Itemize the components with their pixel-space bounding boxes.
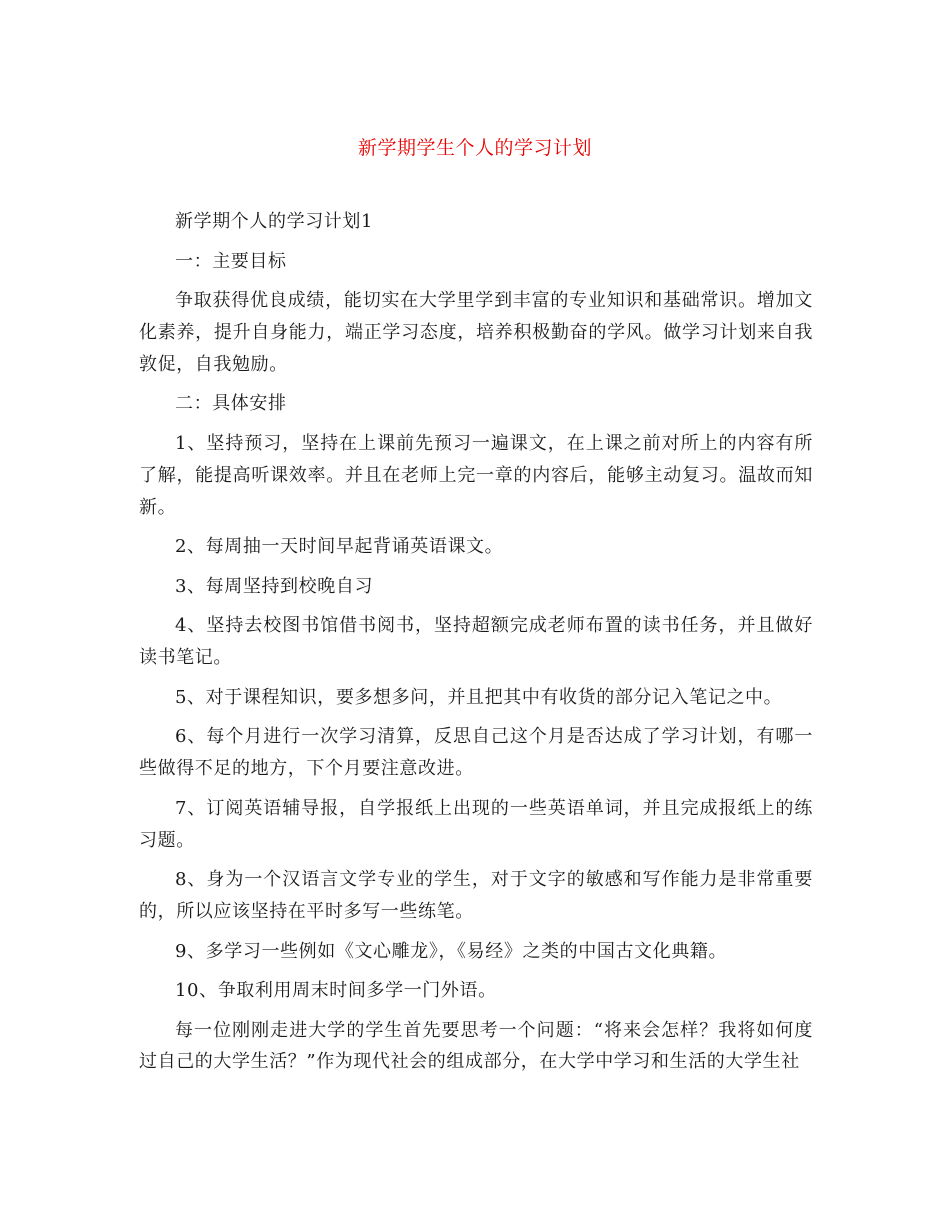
list-item-6: 6、每个月进行一次学习清算，反思自己这个月是否达成了学习计划，有哪一些做得不足的地方，下个月要注意改进。 — [139, 726, 813, 780]
list-item-3: 3、每周坚持到校晚自习 — [175, 575, 374, 597]
list-item-7: 7、订阅英语辅导报，自学报纸上出现的一些英语单词，并且完成报纸上的练习题。 — [139, 797, 813, 851]
list-item-8: 8、身为一个汉语言文学专业的学生，对于文字的敏感和写作能力是非常重要的，所以应该坚持在平时多写一些练笔。 — [139, 869, 813, 922]
list-item-4: 4、坚持去校图书馆借书阅书，坚持超额完成老师布置的读书任务，并且做好读书笔记。 — [139, 615, 813, 669]
paragraph-closing: 每一位刚刚走进大学的学生首先要思考一个问题：“将来会怎样？我将如何度过自己的大学生活？”作为现代社会的组成部分，在大学中学习和生活的大学生社 — [139, 1019, 813, 1073]
document-body — [139, 206, 813, 1086]
section-heading-arrangement: 二：具体安排 — [175, 393, 287, 415]
document-title: 新学期学生个人的学习计划 — [357, 137, 592, 159]
section-heading-plan-1: 新学期个人的学习计划1 — [175, 211, 374, 232]
list-item-1: 1、坚持预习，坚持在上课前先预习一遍课文，在上课之前对所上的内容有所了解，能提高听课效率。并且在老师上完一章的内容后，能够主动复习。温故而知新。 — [139, 432, 813, 518]
section-heading-goals: 一：主要目标 — [175, 250, 287, 272]
list-item-5: 5、对于课程知识，要多想多问，并且把其中有收货的部分记入笔记之中。 — [175, 686, 783, 708]
list-item-10: 10、争取利用周末时间多学一门外语。 — [175, 980, 497, 1002]
list-item-2: 2、每周抽一天时间早起背诵英语课文。 — [175, 536, 504, 558]
list-item-9: 9、多学习一些例如《文心雕龙》，《易经》之类的中国古文化典籍。 — [175, 940, 728, 962]
paragraph-goals: 争取获得优良成绩，能切实在大学里学到丰富的专业知识和基础常识。增加文化素养，提升自身能力，端正学习态度，培养积极勤奋的学风。做学习计划来自我敦促，自我勉励。 — [139, 290, 813, 375]
